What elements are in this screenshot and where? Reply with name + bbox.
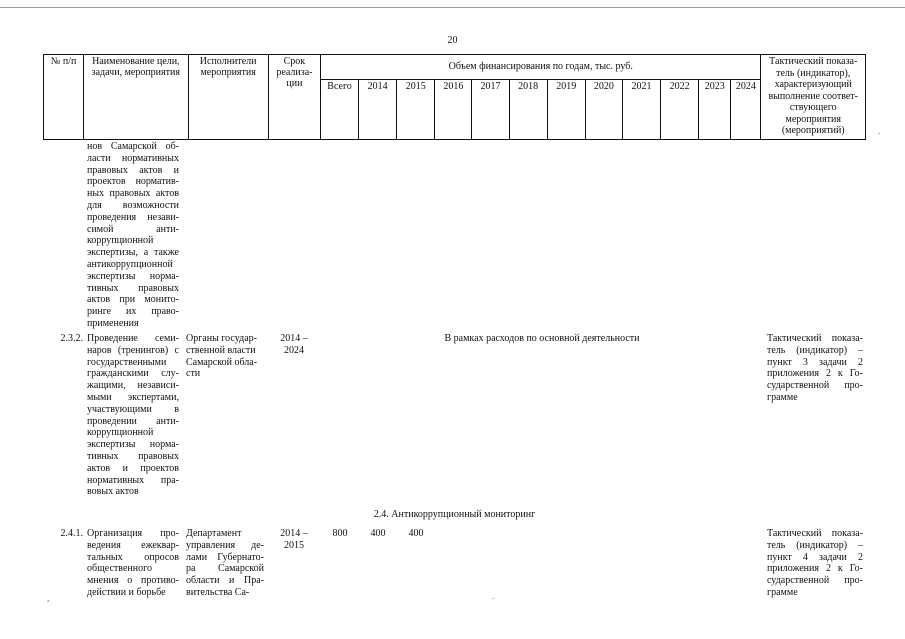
header-total: Всего [320,79,358,139]
header-year: 2022 [661,79,699,139]
scan-speck: , [47,593,50,603]
top-rule [0,7,905,8]
header-year: 2018 [509,79,547,139]
row-241-num: 2.4.1. [60,528,83,539]
header-year: 2019 [547,79,585,139]
header-executors: Исполнители мероприятия [188,55,268,140]
header-term: Срок реализа-ции [268,55,320,140]
header-year: 2024 [731,79,761,139]
row-232-indicator: Тактический показа-тель (индикатор) – пункт 3 задачи 2 приложения 2 к Го-сударственной про-грамме [767,333,863,403]
header-indicator: Тактический показа-тель (индикатор), характеризующий выполнение соответ-ствующего мероприятия (мероприятий) [761,55,866,140]
row-241-total: 800 [332,528,348,539]
header-year: 2015 [397,79,435,139]
header-name: Наименование цели, задачи, мероприятия [84,55,188,140]
header-year: 2020 [585,79,622,139]
row-232-term: 2014 – 2024 [280,333,308,356]
row-232-executors: Органы государ-ственной власти Самарской обла-сти [186,333,258,380]
page-number: 20 [447,35,458,46]
header-year: 2021 [622,79,660,139]
row-241-2015: 400 [408,528,424,539]
scan-speck: . [492,591,495,601]
row-232-name: Проведение семи-наров (тренингов) с государственными гражданскими слу-жащими, независи-мыми экспертами, участвующими в проведении анти-коррупционной экспертизы норма-тивных правовых актов и проектов нормативных пра-вовых актов [87,333,179,498]
section-title: 2.4. Антикоррупционный мониторинг [373,509,536,520]
continuation-text: нов Самарской об-ласти нормативных правовых актов и проектов норматив-ных правовых актов для возможности проведения незави-симой анти-коррупционной экспертизы, а также антикоррупционной экспертизы норма-тивных правовых актов при монито-ринге их право-применения [87,141,179,329]
header-year: 2016 [435,79,472,139]
header-num: № п/п [44,55,84,140]
row-241-2014: 400 [370,528,386,539]
row-241-name: Организация про-ведения ежеквар-тальных опросов общественного мнения о противо-действии и борьбе [87,528,179,598]
header-funding-title: Объем финансирования по годам, тыс. руб. [320,55,760,80]
table-header [43,54,866,140]
row-241-executors: Департамент управления де-лами Губернато-ра Самарской области и Пра-вительства Са- [186,528,264,598]
scan-speck: . [878,126,881,136]
row-241-term: 2014 – 2015 [280,528,308,551]
header-year: 2014 [359,79,397,139]
header-year: 2017 [472,79,509,139]
header-year: 2023 [699,79,731,139]
row-241-indicator: Тактический показа-тель (индикатор) – пункт 4 задачи 2 приложения 2 к Го-сударственной про-грамме [767,528,863,598]
row-232-num: 2.3.2. [60,333,83,344]
row-232-funding-note: В рамках расходов по основной деятельности [444,333,640,344]
